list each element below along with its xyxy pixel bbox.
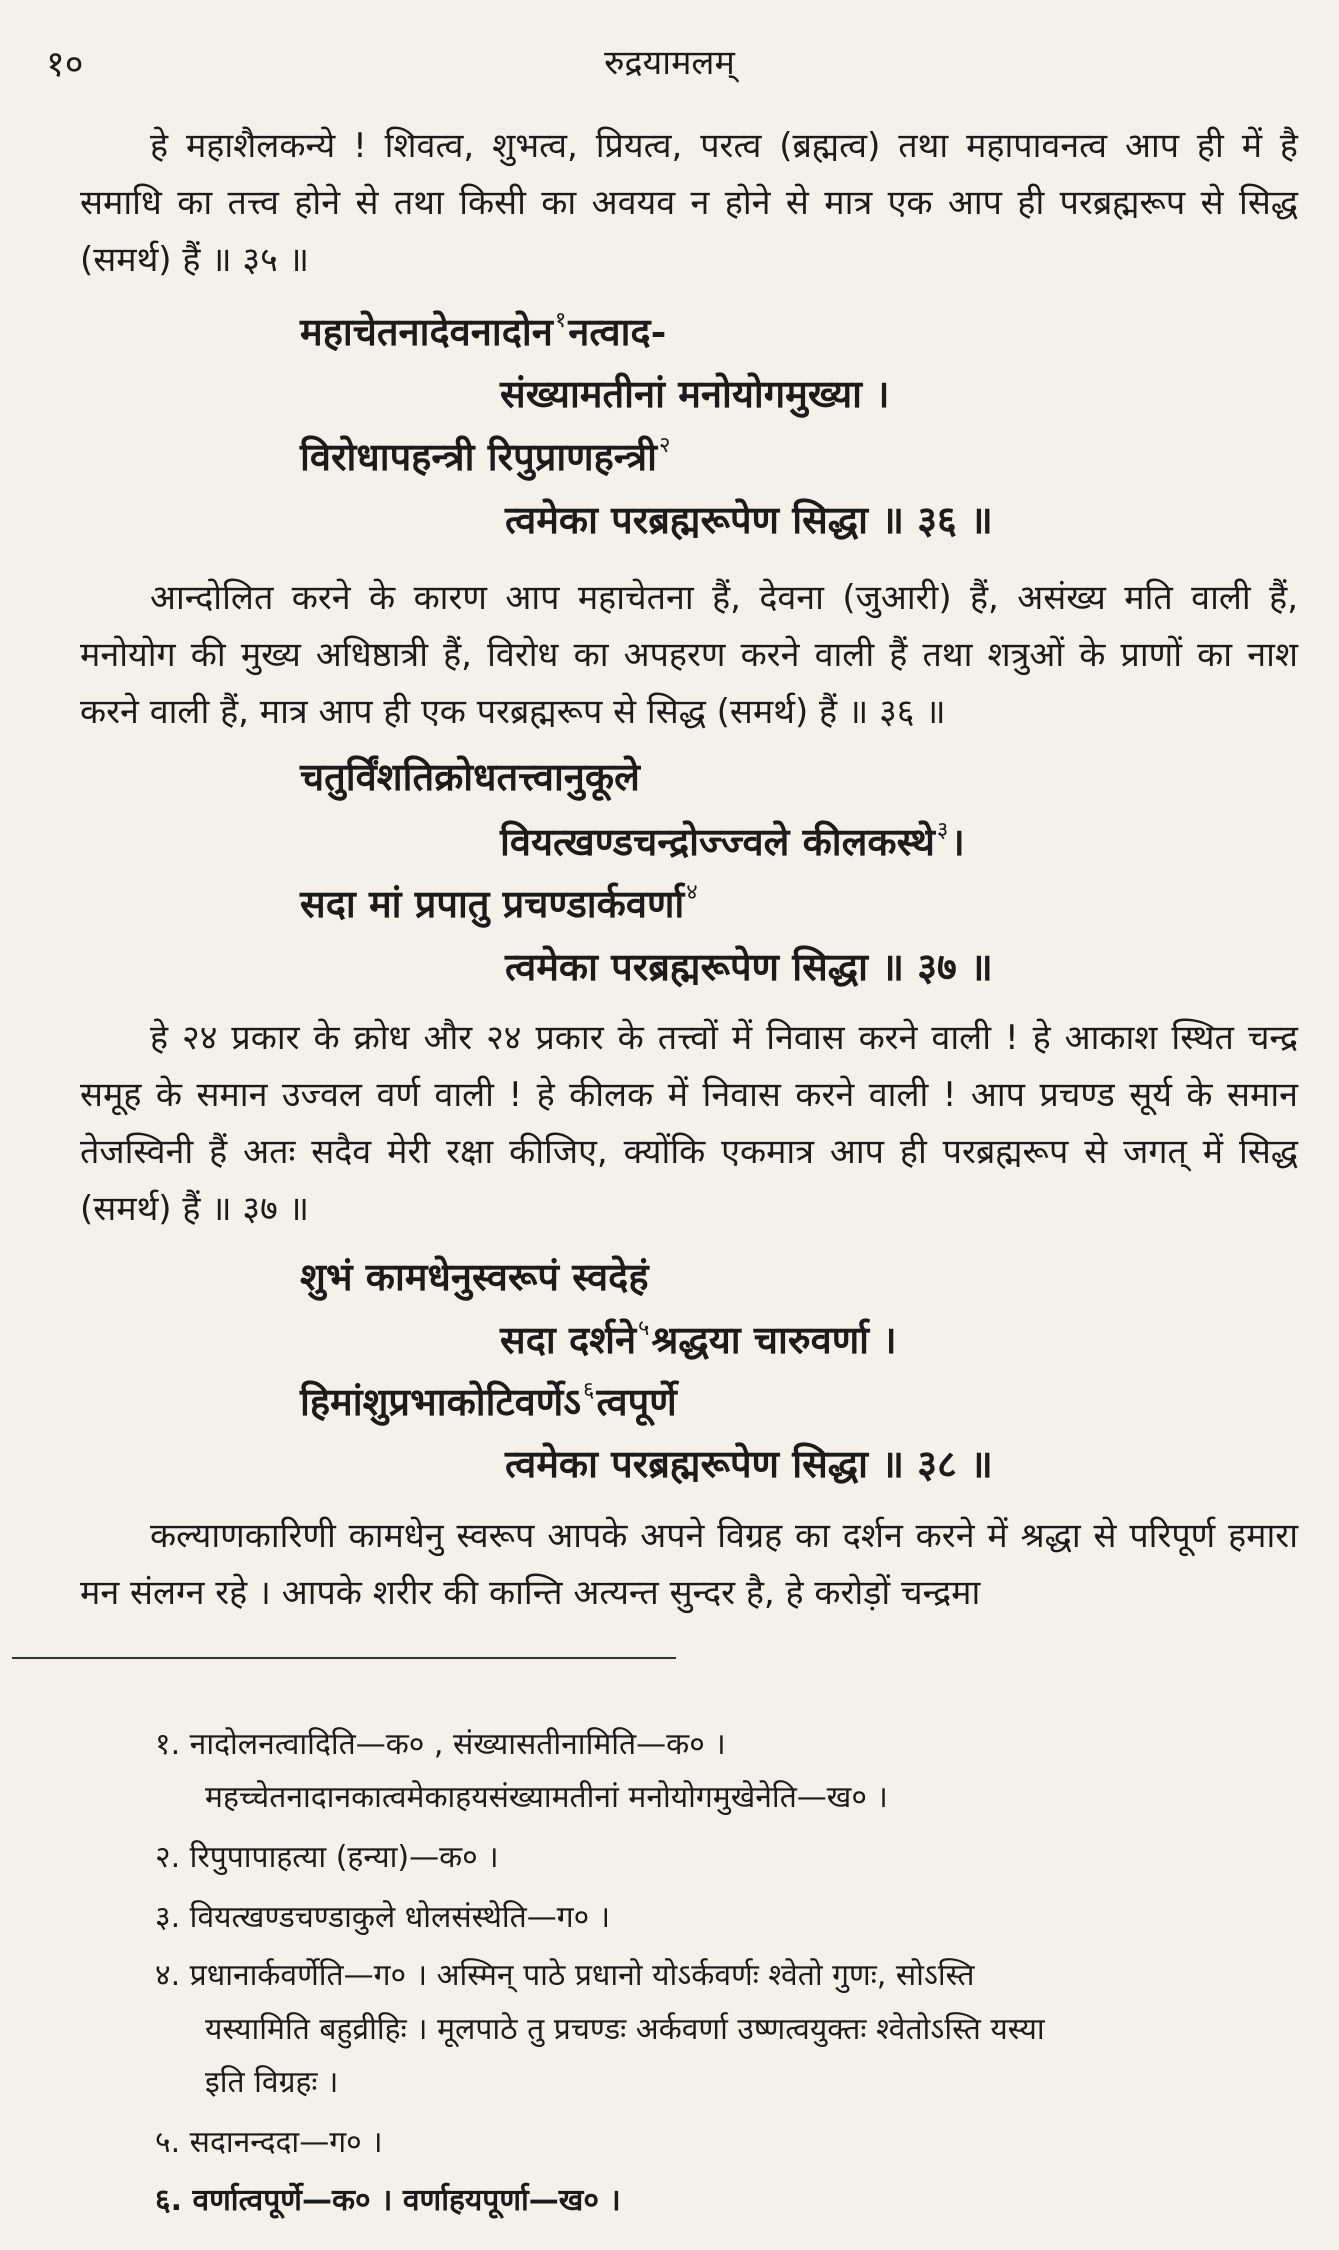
verse-38-line-3 <box>300 1375 677 1427</box>
verse-text: हिमांशुप्रभाकोटिवर्णेऽ <box>300 1379 581 1424</box>
verse-37-line-2 <box>500 815 965 867</box>
paragraph-37-text: हे २४ प्रकार के क्रोध और २४ प्रकार के तत्त्वों में निवास करने वाली ! हे आकाश स्थित चन्द्र समूह के समान उज्वल वर्ण वाली ! हे कीलक में निवास करने वाली ! आप प्रचण्ड सूर्य के समान तेजस्विनी हैं अतः सदैव मेरी रक्षा कीजिए, क्योंकि एकमात्र आप ही परब्रह्मरूप से जगत् में सिद्ध (समर्थ) हैं ॥ ३७ ॥ <box>80 1018 1298 1229</box>
paragraph-35 <box>80 118 1298 289</box>
footnote-marker: ६ <box>582 1378 595 1404</box>
verse-38-line-1: शुभं कामधेनुस्वरूपं स्वदेहं <box>300 1254 649 1299</box>
verse-text-tail: त्वपूर्णे <box>596 1379 677 1424</box>
footnote-3: ३. वियत्खण्डचण्डाकुले धोलसंस्थेति—ग० । <box>155 1900 611 1935</box>
footnote-2: २. रिपुपापाहत्या (हन्या)—क० । <box>155 1840 499 1875</box>
verse-38-line-2 <box>500 1313 897 1365</box>
verse-37-line-3 <box>300 877 700 929</box>
page-number: १० <box>46 44 84 85</box>
verse-36-line-4: त्वमेका परब्रह्मरूपेण सिद्धा ॥ ३६ ॥ <box>505 497 993 542</box>
paragraph-37 <box>80 1010 1298 1238</box>
verse-text: सदा दर्शने <box>500 1317 637 1362</box>
paragraph-38-text: कल्याणकारिणी कामधेनु स्वरूप आपके अपने विग्रह का दर्शन करने में श्रद्धा से परिपूर्ण हमारा मन संलग्न रहे । आपके शरीर की कान्ति अत्यन्त सुन्दर है, हे करोड़ों चन्द्रमा <box>80 1516 1298 1613</box>
running-title: रुद्रयामलम् <box>604 43 735 83</box>
verse-37-line-1: चतुर्विंशतिक्रोधतत्त्वानुकूले <box>300 754 640 799</box>
paragraph-36-text: आन्दोलित करने के कारण आप महाचेतना हैं, देवना (जुआरी) हैं, असंख्य मति वाली हैं, मनोयोग की मुख्य अधिष्ठात्री हैं, विरोध का अपहरण करने वाली हैं तथा शत्रुओं के प्राणों का नाश करने वाली हैं, मात्र आप ही एक परब्रह्मरूप से सिद्ध (समर्थ) हैं ॥ ३६ ॥ <box>80 578 1298 732</box>
paragraph-35-text: हे महाशैलकन्ये ! शिवत्व, शुभत्व, प्रियत्व, परत्व (ब्रह्मत्व) तथा महापावनत्व आप ही में है समाधि का तत्त्व होने से तथा किसी का अवयव न होने से मात्र एक आप ही परब्रह्मरूप से सिद्ध (समर्थ) हैं ॥ ३५ ॥ <box>80 126 1298 280</box>
footnote-1: १. नादोलनत्वादिति—क० , संख्यासतीनामिति—क० । <box>155 1727 726 1762</box>
verse-36-line-1 <box>300 305 666 357</box>
footnote-marker: ४ <box>686 880 698 906</box>
verse-text: सदा मां प्रपातु प्रचण्डार्कवर्णा <box>300 881 685 926</box>
verse-text-tail: श्रद्धया चारुवर्णा । <box>651 1317 897 1362</box>
footnote-5: ५. सदानन्ददा—ग० । <box>155 2125 383 2160</box>
footnote-4-cont-1: यस्यामिति बहुव्रीहिः । मूलपाठे तु प्रचण्डः अर्कवर्णा उष्णत्वयुक्तः श्वेतोऽस्ति यस्या <box>205 2012 1045 2047</box>
footnote-6: ६. वर्णात्वपूर्णे—क० । वर्णाहयपूर्णा—ख० । <box>155 2183 621 2218</box>
paragraph-36 <box>80 570 1298 741</box>
footnote-1-cont: महच्चेतनादानकात्वमेकाहयसंख्यामतीनां मनोयोगमुखेनेति—ख० । <box>205 1780 888 1815</box>
verse-text-tail: नत्वाद- <box>568 309 667 354</box>
verse-38-line-4: त्वमेका परब्रह्मरूपेण सिद्धा ॥ ३८ ॥ <box>505 1441 993 1486</box>
paragraph-38 <box>80 1508 1298 1622</box>
footnote-4: ४. प्रधानार्कवर्णेति—ग० । अस्मिन् पाठे प्रधानो योऽर्कवर्णः श्वेतो गुणः, सोऽस्ति <box>155 1958 975 1993</box>
verse-text: महाचेतनादेवनादोन <box>300 309 553 354</box>
verse-text: विरोधापहन्त्री रिपुप्राणहन्त्री <box>300 434 657 479</box>
footnote-divider <box>12 1657 676 1659</box>
verse-37-line-4: त्वमेका परब्रह्मरूपेण सिद्धा ॥ ३७ ॥ <box>505 944 993 989</box>
footnote-marker: १ <box>554 308 567 334</box>
verse-text-tail: । <box>950 819 965 864</box>
footnote-4-cont-2: इति विग्रहः । <box>205 2065 339 2100</box>
footnote-marker: ३ <box>936 818 949 844</box>
footnote-marker: २ <box>658 433 671 459</box>
verse-36-line-2: संख्यामतीनां मनोयोगमुख्या । <box>500 371 890 416</box>
verse-text: वियत्खण्डचन्द्रोज्ज्वले कीलकस्थे <box>500 819 935 864</box>
verse-36-line-3 <box>300 430 672 482</box>
footnote-marker: ५ <box>638 1316 650 1342</box>
page-header <box>30 38 1309 85</box>
